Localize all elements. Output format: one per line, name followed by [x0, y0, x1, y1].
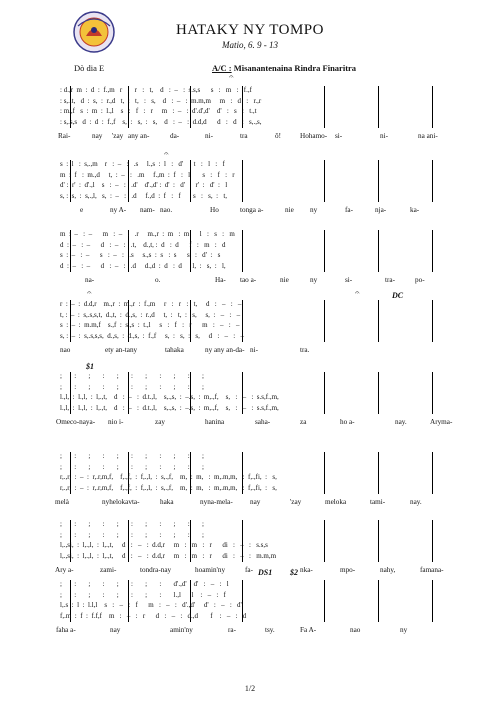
segno-2-mark: $2 [290, 568, 298, 577]
lyric-syllable: tami- [370, 498, 386, 506]
lyric-syllable: any an- [128, 132, 150, 140]
lyric-syllable: meloka [325, 498, 347, 506]
lyric-syllable: nyhelokavta- [102, 498, 140, 506]
lyrics-line [0, 132, 500, 142]
lyric-syllable: e [80, 206, 84, 214]
lyric-syllable: o. [155, 276, 161, 284]
lyrics-line [0, 418, 500, 428]
voice-row: d : – : – d : – : .t, d.,t, : d : d f : m : d [60, 240, 226, 249]
voice-row: f,.m : f : f.f,f m : – : r d : – : d.,d f : – : d [60, 611, 247, 620]
lyric-syllable: melà [55, 498, 69, 506]
lyric-syllable: Fa A- [300, 626, 317, 634]
lyric-syllable: 'zay [112, 132, 124, 140]
lyric-syllable: haka [160, 498, 174, 506]
lyric-syllable: fa- [345, 206, 353, 214]
voice-row: r,.,r, : – : r,.r,m,f, f,.,f, : f,.,l, : s,.,f, m, : m, : m,.m,m, : f,.,fi, : s, [60, 483, 277, 492]
lyric-syllable: ny any an-da- [205, 346, 245, 354]
lyric-syllable: nam- [140, 206, 155, 214]
voice-row: m : – : – m : – : .r m.,r : m : m l : s : m [60, 230, 235, 238]
composer-name: Misanantenaina Rindra Finaritra [233, 63, 357, 73]
ds1-mark: DS1 [258, 568, 273, 577]
voice-row: ; : ; : ; : ; : d'.,d' d' : – : l [60, 580, 229, 588]
fermata-icon: 𝄐 [164, 149, 169, 158]
lyric-syllable: ny A- [110, 206, 127, 214]
lyric-syllable: nahy, [380, 566, 396, 574]
lyric-syllable: si- [335, 132, 343, 140]
lyric-syllable: famana- [420, 566, 444, 574]
lyric-syllable: nyna-mela- [200, 498, 233, 506]
lyric-syllable: tsy. [265, 626, 275, 634]
lyric-syllable: amin'ny [170, 626, 193, 634]
lyric-syllable: nay [250, 498, 261, 506]
voice-row: r,.,r, : – : r,.r,m,f, f,.,f, : f,.,l, : s,.,f, m, : m, : m,.m,m, : f,.,fi, : s, [60, 473, 277, 481]
lyric-syllable: Omeco-naya- [56, 418, 96, 426]
lyrics-line [0, 626, 500, 636]
lyric-syllable: nay. [395, 418, 407, 426]
voice-row: d : – : – d : – : .d d.,d : d : d l, : s, : l, [60, 261, 226, 270]
lyric-syllable: tra- [385, 276, 395, 284]
lyric-syllable: tra [240, 132, 248, 140]
lyric-syllable: tondra-nay [140, 566, 172, 574]
lyric-syllable: nay. [410, 498, 422, 506]
lyric-syllable: nao. [160, 206, 173, 214]
voice-row: ; : ; : ; : ; : ; : ; [60, 462, 204, 471]
lyric-syllable: zami- [100, 566, 117, 574]
lyric-syllable: nay [110, 626, 121, 634]
fermata-icon: 𝄐 [355, 288, 360, 297]
voice-row: l.,l, : l.,l, : l,.,t, d : – : d.t.,l, s,.,s, : –.s, : m,.,f, s, : – : s.s,f.,m, [60, 393, 279, 401]
lyric-syllable: ny [400, 626, 408, 634]
voice-row: : d.,r m : d : f.,m r : r : t, d : – : s.s,s s : m : f.,f [60, 86, 252, 94]
lyric-syllable: hanina [205, 418, 225, 426]
page-title: HATAKY NY TOMPO [176, 22, 324, 38]
lyric-syllable: ho a- [340, 418, 355, 426]
lyrics-line [0, 566, 500, 576]
lyric-syllable: Ha- [215, 276, 226, 284]
voice-row: s : – : m.m,f s.,f : s.,s : t.,l s : f : r m : – : – [60, 321, 240, 329]
lyric-syllable: faha a- [56, 626, 76, 634]
lyric-syllable: ra- [228, 626, 236, 634]
voice-row: : s,.,t, d : s, : r.,d t, : t, : s, d : – : m.m,m m : d : r.,r [60, 96, 262, 105]
page-subtitle: Matio, 6. 9 - 13 [222, 40, 278, 50]
lyric-syllable: mpo- [340, 566, 356, 574]
lyric-syllable: za [300, 418, 307, 426]
lyric-syllable: nay [92, 132, 103, 140]
lyrics-line [0, 276, 500, 286]
voice-row: r : – : d.d,r m.,r : m.,r : f.,m r : r : t, d : – : – [60, 300, 242, 308]
lyric-syllable: ny [310, 206, 318, 214]
voice-row: : m.,f s : m : l.,l s : f : r m : – : d'.d',d' d' : s : t.,t [60, 107, 257, 115]
fermata-icon: 𝄐 [229, 72, 234, 81]
voice-row: ; : ; : ; : ; : ; : ; [60, 520, 204, 528]
voice-row: s, : s, : s,.,l, s, : – : .d f.,d : f : f s : s, : t, [60, 191, 228, 200]
voice-row: ; : ; : ; : ; : ; : ; [60, 382, 204, 391]
segno-1-mark: $1 [86, 362, 94, 371]
composer-prefix: A/C : [212, 63, 232, 73]
lyric-syllable: Rai- [58, 132, 71, 140]
composer-line [212, 63, 356, 73]
lyric-syllable: 'zay [290, 498, 302, 506]
voice-row: ; : ; : ; : ; : ; : ; [60, 530, 204, 539]
lyric-syllable: nie [280, 276, 289, 284]
voice-row: t, : – : s,.s,s,t, d.,t, : d.,s, : r.,d t, : t, : s, s, : – : – [60, 310, 241, 319]
lyric-syllable: na ani- [418, 132, 438, 140]
lyric-syllable: nka- [300, 566, 313, 574]
lyric-syllable: Ary a- [55, 566, 74, 574]
lyric-syllable: ni- [205, 132, 213, 140]
lyric-syllable: tahaka [165, 346, 184, 354]
lyric-syllable: ny [310, 276, 318, 284]
lyrics-line [0, 346, 500, 356]
lyrics-line [0, 498, 500, 508]
lyric-syllable: nio i- [108, 418, 124, 426]
lyric-syllable: ety an-tany [105, 346, 138, 354]
lyric-syllable: tonga a- [240, 206, 264, 214]
voice-row: l.,l, : l.,l, : l,.,t, d : – : d.t.,l, s,.,s, : –.s, : m,.,f, s, : – : s.s,f.,m, [60, 403, 279, 412]
fermata-icon: 𝄐 [87, 288, 92, 297]
voice-row: ; : ; : ; : ; : ; : ; [60, 452, 204, 460]
voice-row: ; : ; : ; : ; : l.,l l : – : f [60, 590, 226, 599]
lyric-syllable: ni- [380, 132, 388, 140]
voice-row: m : f : m.,d t, : – : .m f.,m : f : l s : f : r [60, 170, 235, 179]
lyric-syllable: po- [415, 276, 425, 284]
lyric-syllable: da- [170, 132, 180, 140]
lyric-syllable: Hohamo- [300, 132, 328, 140]
lyric-syllable: zay [155, 418, 165, 426]
lyric-syllable: Ho [210, 206, 219, 214]
lyric-syllable: tra. [300, 346, 310, 354]
key-signature: Dò dia E [74, 63, 105, 73]
lyric-syllable: ni- [250, 346, 258, 354]
lyric-syllable: tao a- [240, 276, 257, 284]
page-number: 1/2 [244, 684, 256, 693]
lyric-syllable: nao [350, 626, 361, 634]
lyric-syllable: nao [60, 346, 71, 354]
voice-row: s : l : s,.,m r : – : .s l.,s : l : d' t : l : f [60, 160, 225, 168]
voice-row: s : – : – s : – : .s s.,s : s : s s : d' : s [60, 251, 221, 259]
lyrics-line [0, 206, 500, 216]
lyric-syllable: Aryma- [430, 418, 453, 426]
voice-row: ; : ; : ; : ; : ; : ; [60, 372, 204, 380]
voice-row: d' : r' : d'.,l s : – : .d' d'.,d' : d' : d' r' : d' : l [60, 181, 228, 189]
voice-row: l,.,si, : l,.,l, : l,.,t, d : – : d.d,r m : m : r di : – : s.s,s [60, 541, 268, 549]
lyric-syllable: ô! [275, 132, 281, 140]
lyric-syllable: nja- [375, 206, 387, 214]
lyric-syllable: fa- [245, 566, 253, 574]
dc-mark: DC [392, 291, 404, 300]
lyric-syllable: ka- [410, 206, 420, 214]
lyric-syllable: hoamin'ny [195, 566, 226, 574]
voice-row: s, : – : s,.s,s,s, d.,s, : d.,s, : f.,f s, : s, : s, d : – : – [60, 331, 244, 340]
lyric-syllable: nie [285, 206, 294, 214]
voice-row: l,.s : l : l.l,l s : – : f m : – : d'.,d' d' : – : d' [60, 601, 242, 609]
voice-row: l,.,si, : l,.,l, : l,.,t, d : – : d.d,r m : m : r di : – : m.m,m [60, 551, 277, 560]
lyric-syllable: si- [345, 276, 353, 284]
voice-row: : s,.s,s d : d : f.,f s, : s, : s, d : – : d.d,d d : d : s,.,s, [60, 117, 262, 126]
lyric-syllable: saha- [255, 418, 271, 426]
lyric-syllable: na- [85, 276, 95, 284]
